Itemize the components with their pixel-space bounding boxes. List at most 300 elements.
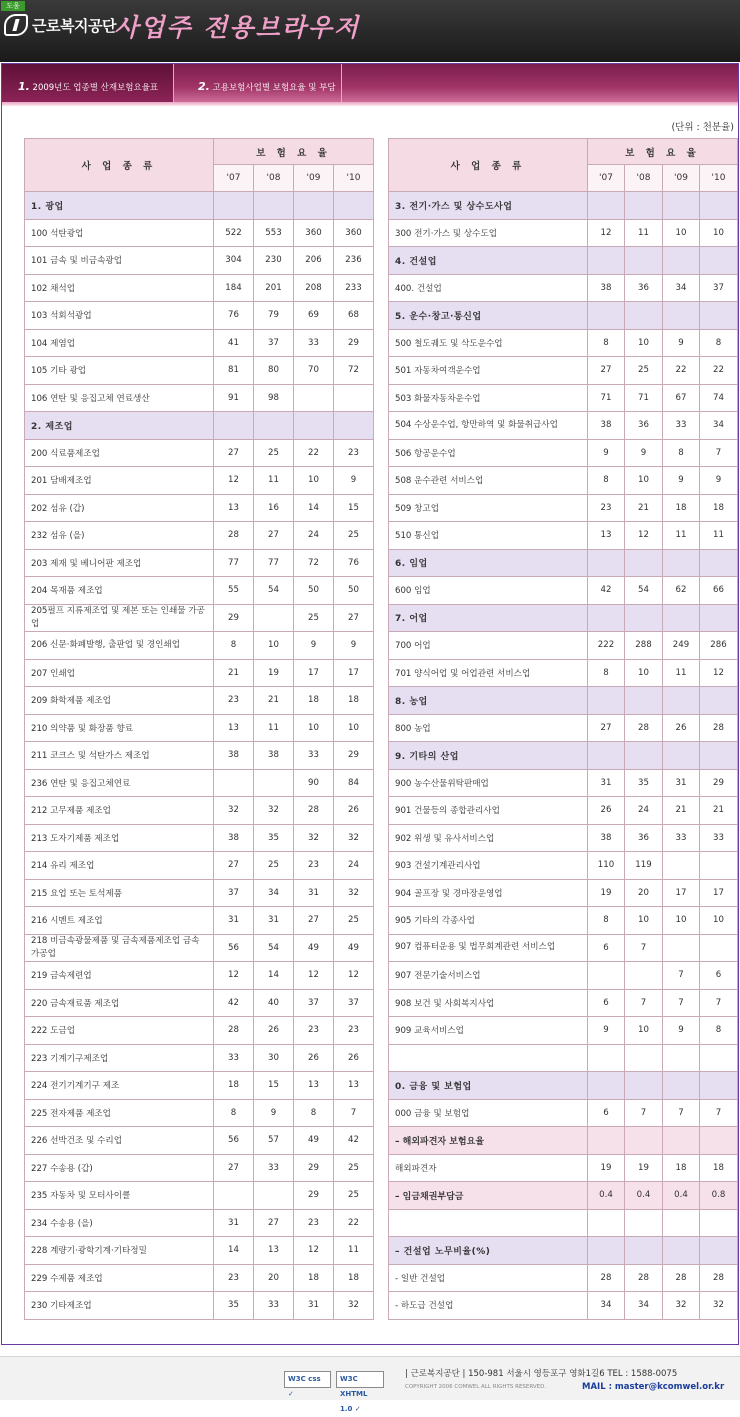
rate-value: 24 — [334, 852, 374, 880]
rate-value: 13 — [588, 522, 625, 550]
rate-value: 24 — [625, 797, 663, 825]
rate-value: 36 — [625, 412, 663, 440]
industry-name: 202 섬유 (갑) — [25, 494, 214, 522]
industry-name: 506 항공운수업 — [389, 439, 588, 467]
rate-value: 34 — [588, 1292, 625, 1320]
rate-value: 206 — [294, 247, 334, 275]
rate-value — [625, 687, 663, 715]
rate-value: 79 — [254, 302, 294, 330]
rate-value — [700, 1044, 738, 1072]
table-row — [25, 742, 374, 770]
rate-value: 27 — [214, 439, 254, 467]
rate-value: 119 — [625, 852, 663, 880]
industry-name: 907 전문기술서비스업 — [389, 962, 588, 990]
rate-value: 553 — [254, 219, 294, 247]
table-row — [389, 1017, 738, 1045]
rate-value: 33 — [700, 824, 738, 852]
rate-value: 42 — [588, 577, 625, 605]
industry-name: 216 시멘트 제조업 — [25, 907, 214, 935]
rate-value — [700, 742, 738, 770]
rate-value: 10 — [663, 907, 700, 935]
industry-name: – 건설업 노무비율(%) — [389, 1237, 588, 1265]
rate-table-left — [24, 138, 374, 1320]
industry-name: 907 컴퓨터운용 및 법무회계관련 서비스업 — [389, 934, 588, 962]
rate-value: 184 — [214, 274, 254, 302]
rate-value — [625, 549, 663, 577]
industry-name: 504 수상운수업, 항만하역 및 화물취급사업 — [389, 412, 588, 440]
rate-value — [700, 1209, 738, 1237]
rate-value: 25 — [334, 1182, 374, 1210]
rate-value: 77 — [254, 549, 294, 577]
table-row — [389, 522, 738, 550]
rate-value — [588, 962, 625, 990]
rate-value: 32 — [663, 1292, 700, 1320]
rate-value: 50 — [294, 577, 334, 605]
rate-value — [254, 1182, 294, 1210]
header-year: '09 — [663, 165, 700, 192]
rate-value: 6 — [700, 962, 738, 990]
rate-value: 15 — [334, 494, 374, 522]
industry-name: 235 자동차 및 모터사이클 — [25, 1182, 214, 1210]
table-row — [25, 1099, 374, 1127]
rate-value: 37 — [334, 989, 374, 1017]
rate-value: 25 — [294, 604, 334, 632]
industry-name: 8. 농업 — [389, 687, 588, 715]
rate-value: 21 — [625, 494, 663, 522]
rate-value — [588, 1237, 625, 1265]
table-row — [389, 274, 738, 302]
header-year: '08 — [625, 165, 663, 192]
rate-value: 29 — [294, 1182, 334, 1210]
rate-value: 286 — [700, 632, 738, 660]
rate-value: 6 — [588, 934, 625, 962]
rate-value: 17 — [700, 879, 738, 907]
rate-value: 13 — [294, 1072, 334, 1100]
rate-value: 42 — [334, 1127, 374, 1155]
rate-value: 71 — [625, 384, 663, 412]
rate-value: 31 — [294, 879, 334, 907]
rate-value: 27 — [294, 907, 334, 935]
rate-value: 28 — [625, 1264, 663, 1292]
rate-value — [254, 604, 294, 632]
rate-table-right — [388, 138, 738, 1320]
rate-value: 11 — [254, 467, 294, 495]
rate-value — [700, 687, 738, 715]
rate-value: 13 — [214, 714, 254, 742]
rate-value: 33 — [663, 824, 700, 852]
rate-value: 12 — [294, 962, 334, 990]
rate-value: 14 — [214, 1237, 254, 1265]
rate-value — [625, 962, 663, 990]
table-row — [25, 769, 374, 797]
rate-value — [663, 302, 700, 330]
rate-value: 23 — [294, 852, 334, 880]
rate-value: 18 — [334, 687, 374, 715]
table-row — [389, 1044, 738, 1072]
rate-value: 24 — [294, 522, 334, 550]
rate-value: 6 — [588, 1099, 625, 1127]
industry-name: 211 코크스 및 석탄가스 제조업 — [25, 742, 214, 770]
rate-value: 31 — [294, 1292, 334, 1320]
rate-value: 8 — [294, 1099, 334, 1127]
rate-value: 76 — [214, 302, 254, 330]
header-year: '09 — [294, 165, 334, 192]
rate-value: 16 — [254, 494, 294, 522]
rate-value: 7 — [625, 934, 663, 962]
rate-value: 35 — [625, 769, 663, 797]
unit-note: (단위 : 천분율) — [671, 122, 734, 133]
tab-employment-insurance-rates[interactable] — [174, 64, 342, 102]
rate-value: 9 — [663, 329, 700, 357]
rate-value — [588, 302, 625, 330]
rate-value: 17 — [334, 659, 374, 687]
table-row — [389, 219, 738, 247]
industry-name: 909 교육서비스업 — [389, 1017, 588, 1045]
category-row — [389, 549, 738, 577]
rate-value: 9 — [334, 632, 374, 660]
rate-value: 11 — [254, 714, 294, 742]
rate-value — [588, 687, 625, 715]
rate-value: 23 — [214, 687, 254, 715]
footer-address: | 근로복지공단 | 150-981 서울시 영등포구 영화1길6 TEL : 1588-0075 — [405, 1369, 678, 1379]
rate-value: 31 — [663, 769, 700, 797]
rate-value — [334, 384, 374, 412]
rate-value: 84 — [334, 769, 374, 797]
rate-value: 19 — [625, 1154, 663, 1182]
rate-value — [214, 192, 254, 220]
industry-name: 230 기타제조업 — [25, 1292, 214, 1320]
industry-name: 9. 기타의 산업 — [389, 742, 588, 770]
rate-value: 18 — [334, 1264, 374, 1292]
w3c-xhtml-badge[interactable]: W3C XHTML 1.0 ✓ — [336, 1371, 384, 1388]
rate-value: 12 — [334, 962, 374, 990]
industry-name: 500 철도궤도 및 삭도운수업 — [389, 329, 588, 357]
table-row — [25, 962, 374, 990]
table-row — [25, 659, 374, 687]
rate-value: 49 — [294, 934, 334, 962]
rate-value: 28 — [663, 1264, 700, 1292]
table-row — [25, 879, 374, 907]
rate-value — [625, 192, 663, 220]
rate-value: 18 — [294, 1264, 334, 1292]
rate-value — [588, 192, 625, 220]
table-row — [389, 797, 738, 825]
rate-value — [663, 1072, 700, 1100]
industry-name: 203 제재 및 베니어판 제조업 — [25, 549, 214, 577]
rate-value: 26 — [334, 1044, 374, 1072]
rate-value: 12 — [700, 659, 738, 687]
rate-value: 6 — [588, 989, 625, 1017]
industry-name: 228 계량기·광학기계·기타정밀 — [25, 1237, 214, 1265]
rate-value — [294, 412, 334, 440]
industry-name: 905 기타의 각종사업 — [389, 907, 588, 935]
rate-value: 42 — [214, 989, 254, 1017]
rate-value: 9 — [663, 467, 700, 495]
industry-name: 206 신문·화폐발행, 출판업 및 경인쇄업 — [25, 632, 214, 660]
rate-value: 29 — [294, 1154, 334, 1182]
industry-name: 209 화학제품 제조업 — [25, 687, 214, 715]
industry-name: 226 선박건조 및 수리업 — [25, 1127, 214, 1155]
industry-name: 232 섬유 (을) — [25, 522, 214, 550]
industry-name: 000 금융 및 보험업 — [389, 1099, 588, 1127]
rate-value: 9 — [700, 467, 738, 495]
table-row — [25, 1127, 374, 1155]
rate-value: 32 — [214, 797, 254, 825]
rate-value — [700, 247, 738, 275]
table-row — [25, 687, 374, 715]
rate-value: 54 — [254, 934, 294, 962]
rate-value — [663, 934, 700, 962]
industry-name: 5. 운수·창고·통신업 — [389, 302, 588, 330]
rate-value — [625, 1237, 663, 1265]
header-year: '07 — [214, 165, 254, 192]
industry-name: - 일반 건설업 — [389, 1264, 588, 1292]
rate-value: 23 — [294, 1017, 334, 1045]
category-row — [389, 604, 738, 632]
rate-value: 208 — [294, 274, 334, 302]
table-row — [389, 357, 738, 385]
rate-value: 81 — [214, 357, 254, 385]
rate-value — [214, 769, 254, 797]
rate-value: 27 — [334, 604, 374, 632]
table-row — [389, 962, 738, 990]
rate-value: 0.4 — [663, 1182, 700, 1210]
table-row — [25, 329, 374, 357]
rate-value: 22 — [700, 357, 738, 385]
table-row — [25, 1237, 374, 1265]
industry-name: 7. 어업 — [389, 604, 588, 632]
rate-value: 230 — [254, 247, 294, 275]
rate-value — [588, 742, 625, 770]
table-row — [25, 1154, 374, 1182]
rate-value: 360 — [334, 219, 374, 247]
rate-value: 23 — [294, 1209, 334, 1237]
table-row — [389, 824, 738, 852]
rate-value: 27 — [254, 522, 294, 550]
site-header — [0, 0, 740, 62]
rate-value: 9 — [254, 1099, 294, 1127]
rate-value: 32 — [334, 1292, 374, 1320]
rate-value: 10 — [334, 714, 374, 742]
rate-value: 37 — [254, 329, 294, 357]
table-row — [25, 852, 374, 880]
rate-value: 32 — [700, 1292, 738, 1320]
rate-value: 249 — [663, 632, 700, 660]
rate-value: 49 — [334, 934, 374, 962]
rate-value: 9 — [663, 1017, 700, 1045]
rate-value: 28 — [214, 1017, 254, 1045]
rate-value: 28 — [214, 522, 254, 550]
rate-value: 22 — [334, 1209, 374, 1237]
rate-value: 18 — [700, 494, 738, 522]
rate-value — [700, 934, 738, 962]
rate-value: 69 — [294, 302, 334, 330]
industry-name: 3. 전기·가스 및 상수도사업 — [389, 192, 588, 220]
table-row — [25, 797, 374, 825]
table-row — [389, 1292, 738, 1320]
rate-value: 11 — [700, 522, 738, 550]
industry-name: 102 채석업 — [25, 274, 214, 302]
industry-name: 901 건물등의 종합관리사업 — [389, 797, 588, 825]
industry-name: 104 제염업 — [25, 329, 214, 357]
industry-name: 903 건설기계관리사업 — [389, 852, 588, 880]
rate-value: 236 — [334, 247, 374, 275]
rate-value: 21 — [663, 797, 700, 825]
industry-name: 229 수제품 제조업 — [25, 1264, 214, 1292]
rate-value: 8 — [214, 632, 254, 660]
table-row — [25, 907, 374, 935]
rate-value: 17 — [294, 659, 334, 687]
rate-value: 0.4 — [588, 1182, 625, 1210]
rate-value: 50 — [334, 577, 374, 605]
rate-value — [625, 1209, 663, 1237]
rate-value: 12 — [214, 962, 254, 990]
rate-value: 67 — [663, 384, 700, 412]
rate-value: 28 — [625, 714, 663, 742]
rate-value: 34 — [700, 412, 738, 440]
table-row — [389, 467, 738, 495]
rate-value: 22 — [294, 439, 334, 467]
rate-value: 10 — [294, 467, 334, 495]
rate-value: 68 — [334, 302, 374, 330]
rate-value: 12 — [588, 219, 625, 247]
industry-name: – 해외파견자 보험요율 — [389, 1127, 588, 1155]
rate-value: 34 — [254, 879, 294, 907]
table-row — [25, 1072, 374, 1100]
table-row — [389, 632, 738, 660]
logo-mark-icon — [4, 14, 28, 36]
table-row — [389, 714, 738, 742]
tab-industrial-accident-rates[interactable] — [2, 64, 174, 102]
rate-value — [254, 769, 294, 797]
rate-value: 21 — [214, 659, 254, 687]
table-row — [389, 1209, 738, 1237]
rate-value: 288 — [625, 632, 663, 660]
rate-value: 38 — [588, 824, 625, 852]
rate-value: 0.4 — [625, 1182, 663, 1210]
rate-value: 49 — [294, 1127, 334, 1155]
table-row — [25, 1292, 374, 1320]
rate-value: 19 — [588, 879, 625, 907]
rate-value: 7 — [334, 1099, 374, 1127]
table-row — [389, 1099, 738, 1127]
rate-value: 25 — [625, 357, 663, 385]
footer-copyright: COPYRIGHT 2006 COMWEL ALL RIGHTS RESERVED. — [405, 1384, 547, 1390]
rate-value — [588, 549, 625, 577]
header-category: 사 업 종 류 — [389, 139, 588, 192]
rate-value — [334, 412, 374, 440]
rate-value — [663, 1237, 700, 1265]
rate-value: 10 — [625, 467, 663, 495]
rate-value: 18 — [294, 687, 334, 715]
industry-name: 212 고무제품 제조업 — [25, 797, 214, 825]
rate-value: 233 — [334, 274, 374, 302]
industry-name: 210 의약품 및 화장품 향료 — [25, 714, 214, 742]
table-row — [389, 412, 738, 440]
rate-value — [663, 1127, 700, 1155]
industry-name: 해외파견자 — [389, 1154, 588, 1182]
industry-name: 902 위생 및 유사서비스업 — [389, 824, 588, 852]
rate-value: 9 — [588, 439, 625, 467]
industry-name: 904 골프장 및 경마장운영업 — [389, 879, 588, 907]
rate-value: 31 — [214, 907, 254, 935]
industry-name: 219 금속제련업 — [25, 962, 214, 990]
rate-value: 57 — [254, 1127, 294, 1155]
category-row — [389, 742, 738, 770]
industry-name: 503 화물자동차운수업 — [389, 384, 588, 412]
table-row — [25, 549, 374, 577]
table-row — [25, 577, 374, 605]
rate-value: 522 — [214, 219, 254, 247]
rate-value: 36 — [625, 274, 663, 302]
table-row — [25, 302, 374, 330]
rate-value: 36 — [625, 824, 663, 852]
rate-value: 29 — [700, 769, 738, 797]
rate-value — [663, 742, 700, 770]
footer-mail-link[interactable]: MAIL : master@kcomwel.or.kr — [582, 1382, 725, 1392]
rate-value: 8 — [588, 329, 625, 357]
table-row — [25, 1209, 374, 1237]
rate-value: 25 — [334, 907, 374, 935]
rate-value: 11 — [663, 659, 700, 687]
rate-value: 23 — [588, 494, 625, 522]
table-row — [389, 494, 738, 522]
rate-value — [588, 1209, 625, 1237]
rate-value: 37 — [294, 989, 334, 1017]
table-row — [389, 769, 738, 797]
org-logo[interactable] — [4, 14, 116, 36]
industry-name: 600 임업 — [389, 577, 588, 605]
rate-value: 10 — [294, 714, 334, 742]
rate-value: 56 — [214, 1127, 254, 1155]
rate-value — [700, 1127, 738, 1155]
rate-value: 41 — [214, 329, 254, 357]
table-row — [25, 989, 374, 1017]
industry-name — [389, 1044, 588, 1072]
rate-value: 76 — [334, 549, 374, 577]
industry-name: 700 어업 — [389, 632, 588, 660]
rate-value: 13 — [254, 1237, 294, 1265]
rate-value: 62 — [663, 577, 700, 605]
rate-value: 35 — [254, 824, 294, 852]
rate-value: 29 — [214, 604, 254, 632]
rate-value: 91 — [214, 384, 254, 412]
rate-value: 71 — [588, 384, 625, 412]
industry-name: 105 기타 광업 — [25, 357, 214, 385]
rate-value: 11 — [334, 1237, 374, 1265]
rate-value: 27 — [588, 714, 625, 742]
rate-value: 7 — [663, 1099, 700, 1127]
rate-value: 11 — [663, 522, 700, 550]
industry-name: 1. 광업 — [25, 192, 214, 220]
rate-value: 33 — [663, 412, 700, 440]
table-row — [389, 989, 738, 1017]
rate-value — [214, 412, 254, 440]
rate-value — [625, 1127, 663, 1155]
rate-value: 10 — [254, 632, 294, 660]
rate-value: 34 — [625, 1292, 663, 1320]
w3c-css-badge[interactable]: W3C css ✓ — [284, 1371, 331, 1388]
rate-value: 10 — [663, 219, 700, 247]
help-badge[interactable]: 도움 — [1, 1, 25, 11]
rate-value: 9 — [588, 1017, 625, 1045]
rate-value: 29 — [334, 742, 374, 770]
industry-name: 509 창고업 — [389, 494, 588, 522]
category-row — [389, 687, 738, 715]
industry-name: 207 인쇄업 — [25, 659, 214, 687]
rate-value — [700, 1072, 738, 1100]
rate-value: 12 — [294, 1237, 334, 1265]
